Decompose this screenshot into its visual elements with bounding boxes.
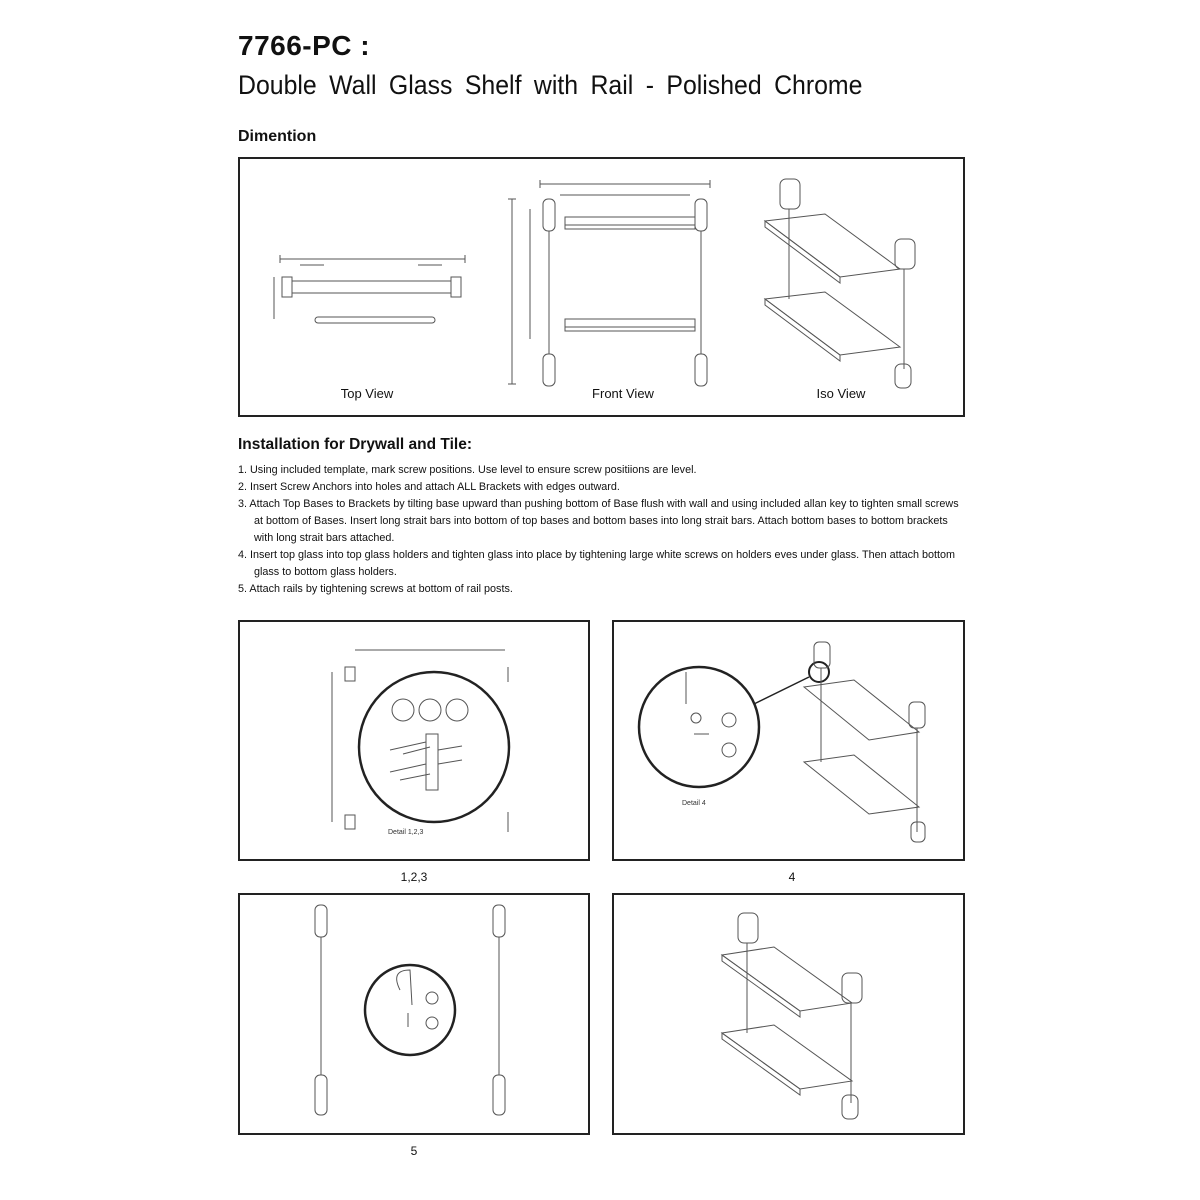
figure-4-label: 4: [788, 870, 796, 884]
top-view-label: Top View: [340, 386, 394, 401]
step-1: 1. Using included template, mark screw positions. Use level to ensure screw positiions are level.: [238, 464, 697, 476]
dimension-diagram-box: [238, 157, 965, 417]
glass-install-drawing: [614, 622, 963, 859]
figure-4-box: [612, 620, 965, 861]
figure-5-box: [238, 893, 590, 1135]
iso-view-drawing: [765, 179, 915, 388]
dimension-drawings: [240, 159, 963, 415]
product-title: Double Wall Glass Shelf with Rail - Polished Chrome: [238, 70, 863, 100]
assembled-shelf-drawing: [614, 895, 963, 1133]
figure-1-2-3-box: [238, 620, 590, 861]
front-view-drawing: [508, 180, 710, 386]
step-4: 4. Insert top glass into top glass holders and tighten glass into place by tightening large white screws on holders eves under glass. Then attach bottom glass to bottom glass holders.: [238, 549, 956, 578]
step-3: 3. Attach Top Bases to Brackets by tilting base upward than pushing bottom of Base flush with wall and using included allan key to tighten small screws at bottom of Bases. Insert long strait bars into bottom of top bases and bottom bases into long strait bars. Attach bottom bases to bottom brackets with long strait bars attached.: [238, 498, 959, 544]
figure-1-2-3-label: 1,2,3: [400, 870, 428, 884]
figure-5-label: 5: [410, 1144, 418, 1158]
step-5: 5. Attach rails by tightening screws at bottom of rail posts.: [238, 583, 513, 595]
figure-assembled-box: [612, 893, 965, 1135]
installation-heading: Installation for Drywall and Tile:: [238, 436, 472, 453]
installation-steps: [238, 462, 968, 598]
step-2: 2. Insert Screw Anchors into holes and attach ALL Brackets with edges outward.: [238, 481, 620, 493]
rail-install-drawing: [240, 895, 588, 1133]
product-code: 7766-PC :: [238, 30, 371, 61]
top-view-drawing: [274, 255, 465, 323]
iso-view-label: Iso View: [816, 386, 866, 401]
dimension-heading: Dimention: [238, 128, 317, 145]
bracket-template-drawing: [240, 622, 588, 859]
fig2-detail-label: Detail 4: [682, 800, 706, 807]
front-view-label: Front View: [592, 386, 654, 401]
fig1-detail-label: Detail 1,2,3: [388, 829, 424, 836]
